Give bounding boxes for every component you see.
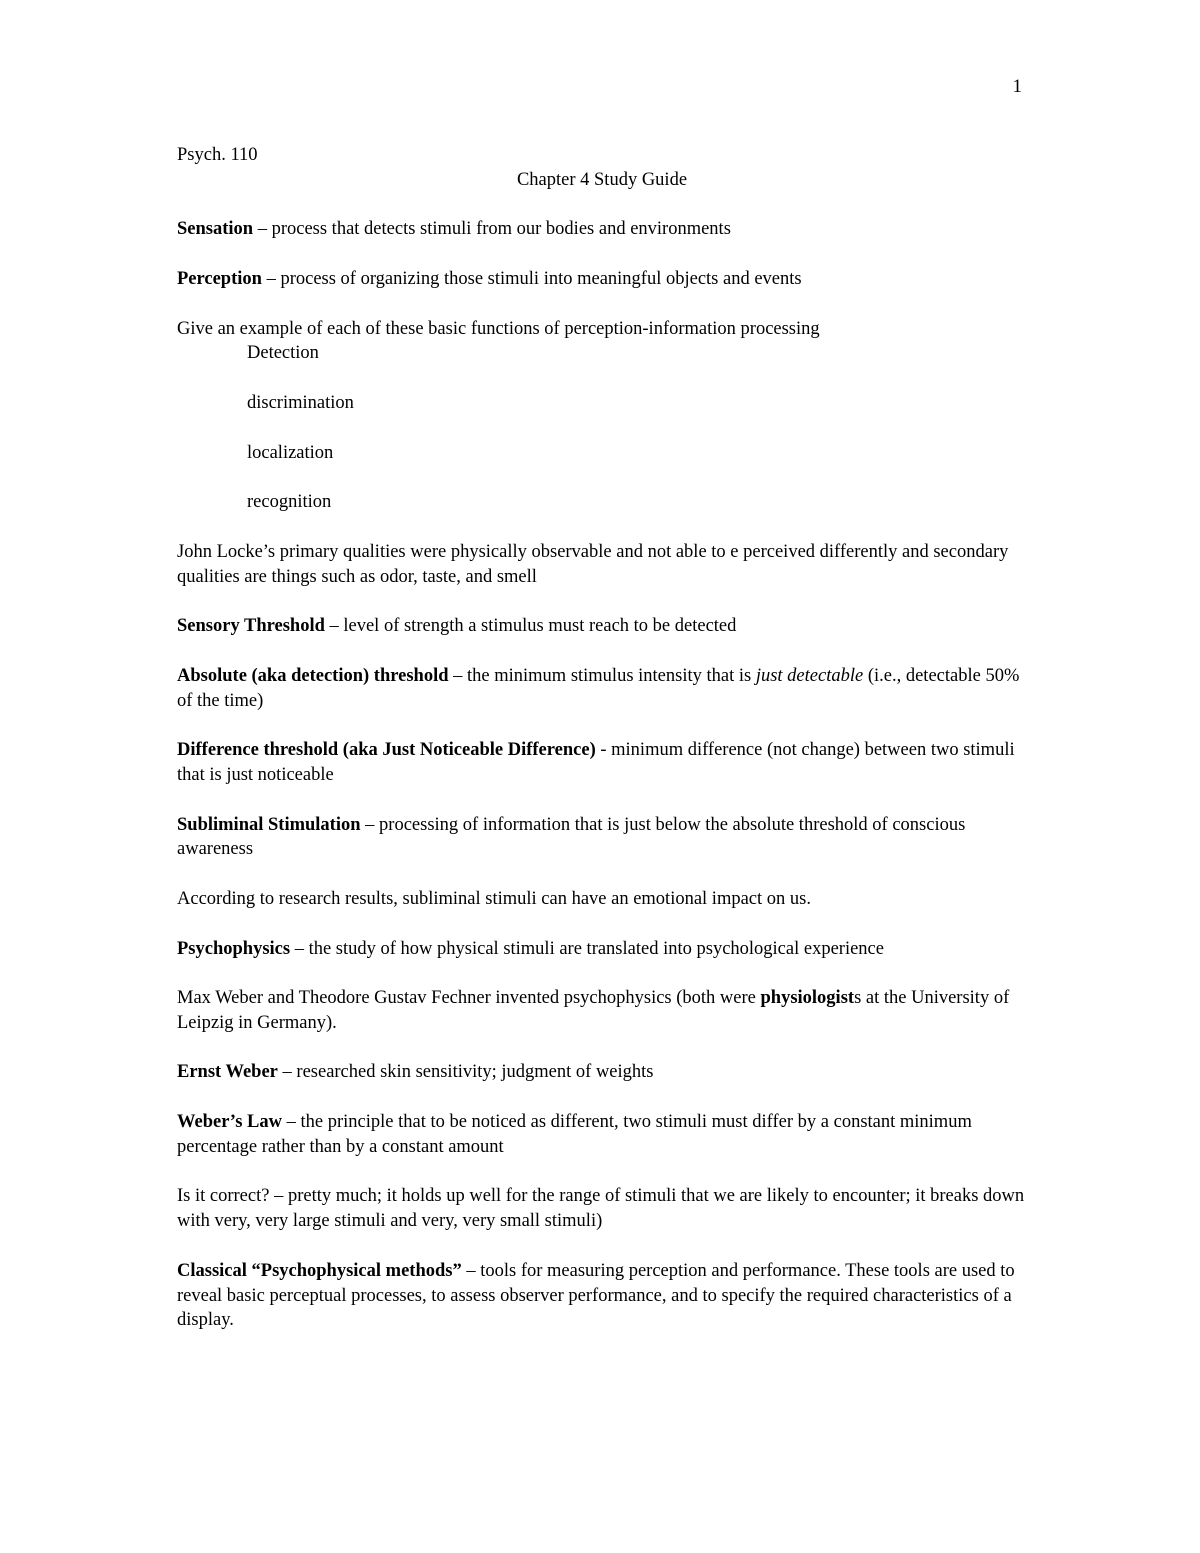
term-ernst-weber: Ernst Weber — [177, 1062, 278, 1083]
function-item-recognition: recognition — [247, 492, 332, 513]
term-psychophysics: Psychophysics — [177, 938, 291, 959]
entry-sensory-threshold — [177, 614, 1027, 639]
term-absolute-threshold: Absolute (aka detection) threshold — [177, 665, 449, 686]
document-title: Chapter 4 Study Guide — [516, 169, 688, 190]
function-item-detection: Detection — [247, 343, 319, 364]
entry-webers-law — [177, 1110, 1027, 1160]
term-sensation: Sensation — [177, 219, 254, 240]
entry-sensation — [177, 217, 1027, 242]
definition-absolute-threshold-start: – the minimum stimulus intensity that is — [448, 665, 756, 686]
entry-psychophysical-methods — [177, 1259, 1027, 1333]
definition-absolute-threshold-end: (i.e., detectable 50% of the time) — [177, 665, 1020, 711]
term-perception: Perception — [177, 268, 262, 289]
term-webers-law: Weber’s Law — [177, 1112, 282, 1133]
definition-difference-threshold: - minimum difference (not change) between two stimuli that is just noticeable — [177, 740, 1015, 785]
definition-sensation: – process that detects stimuli from our bodies and environments — [253, 219, 731, 240]
definition-sensory-threshold: – level of strength a stimulus must reach to be detected — [324, 616, 737, 637]
definition-perception: – process of organizing those stimuli into meaningful objects and events — [261, 268, 802, 289]
weber-fechner-paragraph — [177, 986, 1027, 1036]
is-it-correct-paragraph: Is it correct? – pretty much; it holds up well for the range of stimuli that we are likely to encounter; it breaks down with very, very large stimuli and very, very small stimuli) — [177, 1186, 1025, 1232]
definition-absolute-threshold-emphasis: just detectable — [755, 665, 864, 686]
definition-subliminal-stimulation: – processing of information that is just below the absolute threshold of conscious awareness — [177, 814, 966, 860]
entry-subliminal-stimulation — [177, 813, 1027, 863]
term-sensory-threshold: Sensory Threshold — [177, 616, 325, 637]
function-item-localization: localization — [247, 442, 334, 463]
research-paragraph: According to research results, subliminal stimuli can have an emotional impact on us. — [177, 888, 811, 909]
entry-absolute-threshold — [177, 664, 1027, 714]
term-difference-threshold: Difference threshold (aka Just Noticeable Difference) — [177, 740, 596, 761]
entry-psychophysics — [177, 937, 1027, 962]
page-number: 1 — [1012, 76, 1022, 97]
term-psychophysical-methods: Classical “Psychophysical methods” — [177, 1260, 462, 1281]
entry-perception — [177, 267, 1027, 292]
definition-ernst-weber: – researched skin sensitivity; judgment of weights — [277, 1062, 654, 1083]
locke-paragraph: John Locke’s primary qualities were physically observable and not able to e perceived differently and secondary qualities are things such as odor, taste, and smell — [177, 541, 1009, 587]
entry-difference-threshold — [177, 738, 1027, 788]
weber-fechner-start: Max Weber and Theodore Gustav Fechner invented psychophysics (both were — [177, 988, 761, 1009]
weber-fechner-end: s at the University of Leipzig in Germany). — [177, 988, 1010, 1033]
entry-ernst-weber — [177, 1060, 1027, 1085]
definition-psychophysical-methods: – tools for measuring perception and performance. These tools are used to reveal basic perceptual processes, to assess observer performance, and to specify the required characteristics of a display. — [177, 1260, 1015, 1331]
term-subliminal-stimulation: Subliminal Stimulation — [177, 814, 361, 835]
course-label: Psych. 110 — [177, 145, 258, 165]
definition-webers-law: – the principle that to be noticed as different, two stimuli must differ by a constant minimum percentage rather than by a constant amount — [177, 1112, 972, 1157]
function-item-discrimination: discrimination — [247, 392, 354, 413]
document-body — [177, 143, 1027, 1358]
functions-prompt: Give an example of each of these basic functions of perception-information processing — [177, 318, 820, 339]
definition-psychophysics: – the study of how physical stimuli are translated into psychological experience — [290, 938, 884, 959]
weber-fechner-bold: physiologist — [760, 988, 855, 1009]
